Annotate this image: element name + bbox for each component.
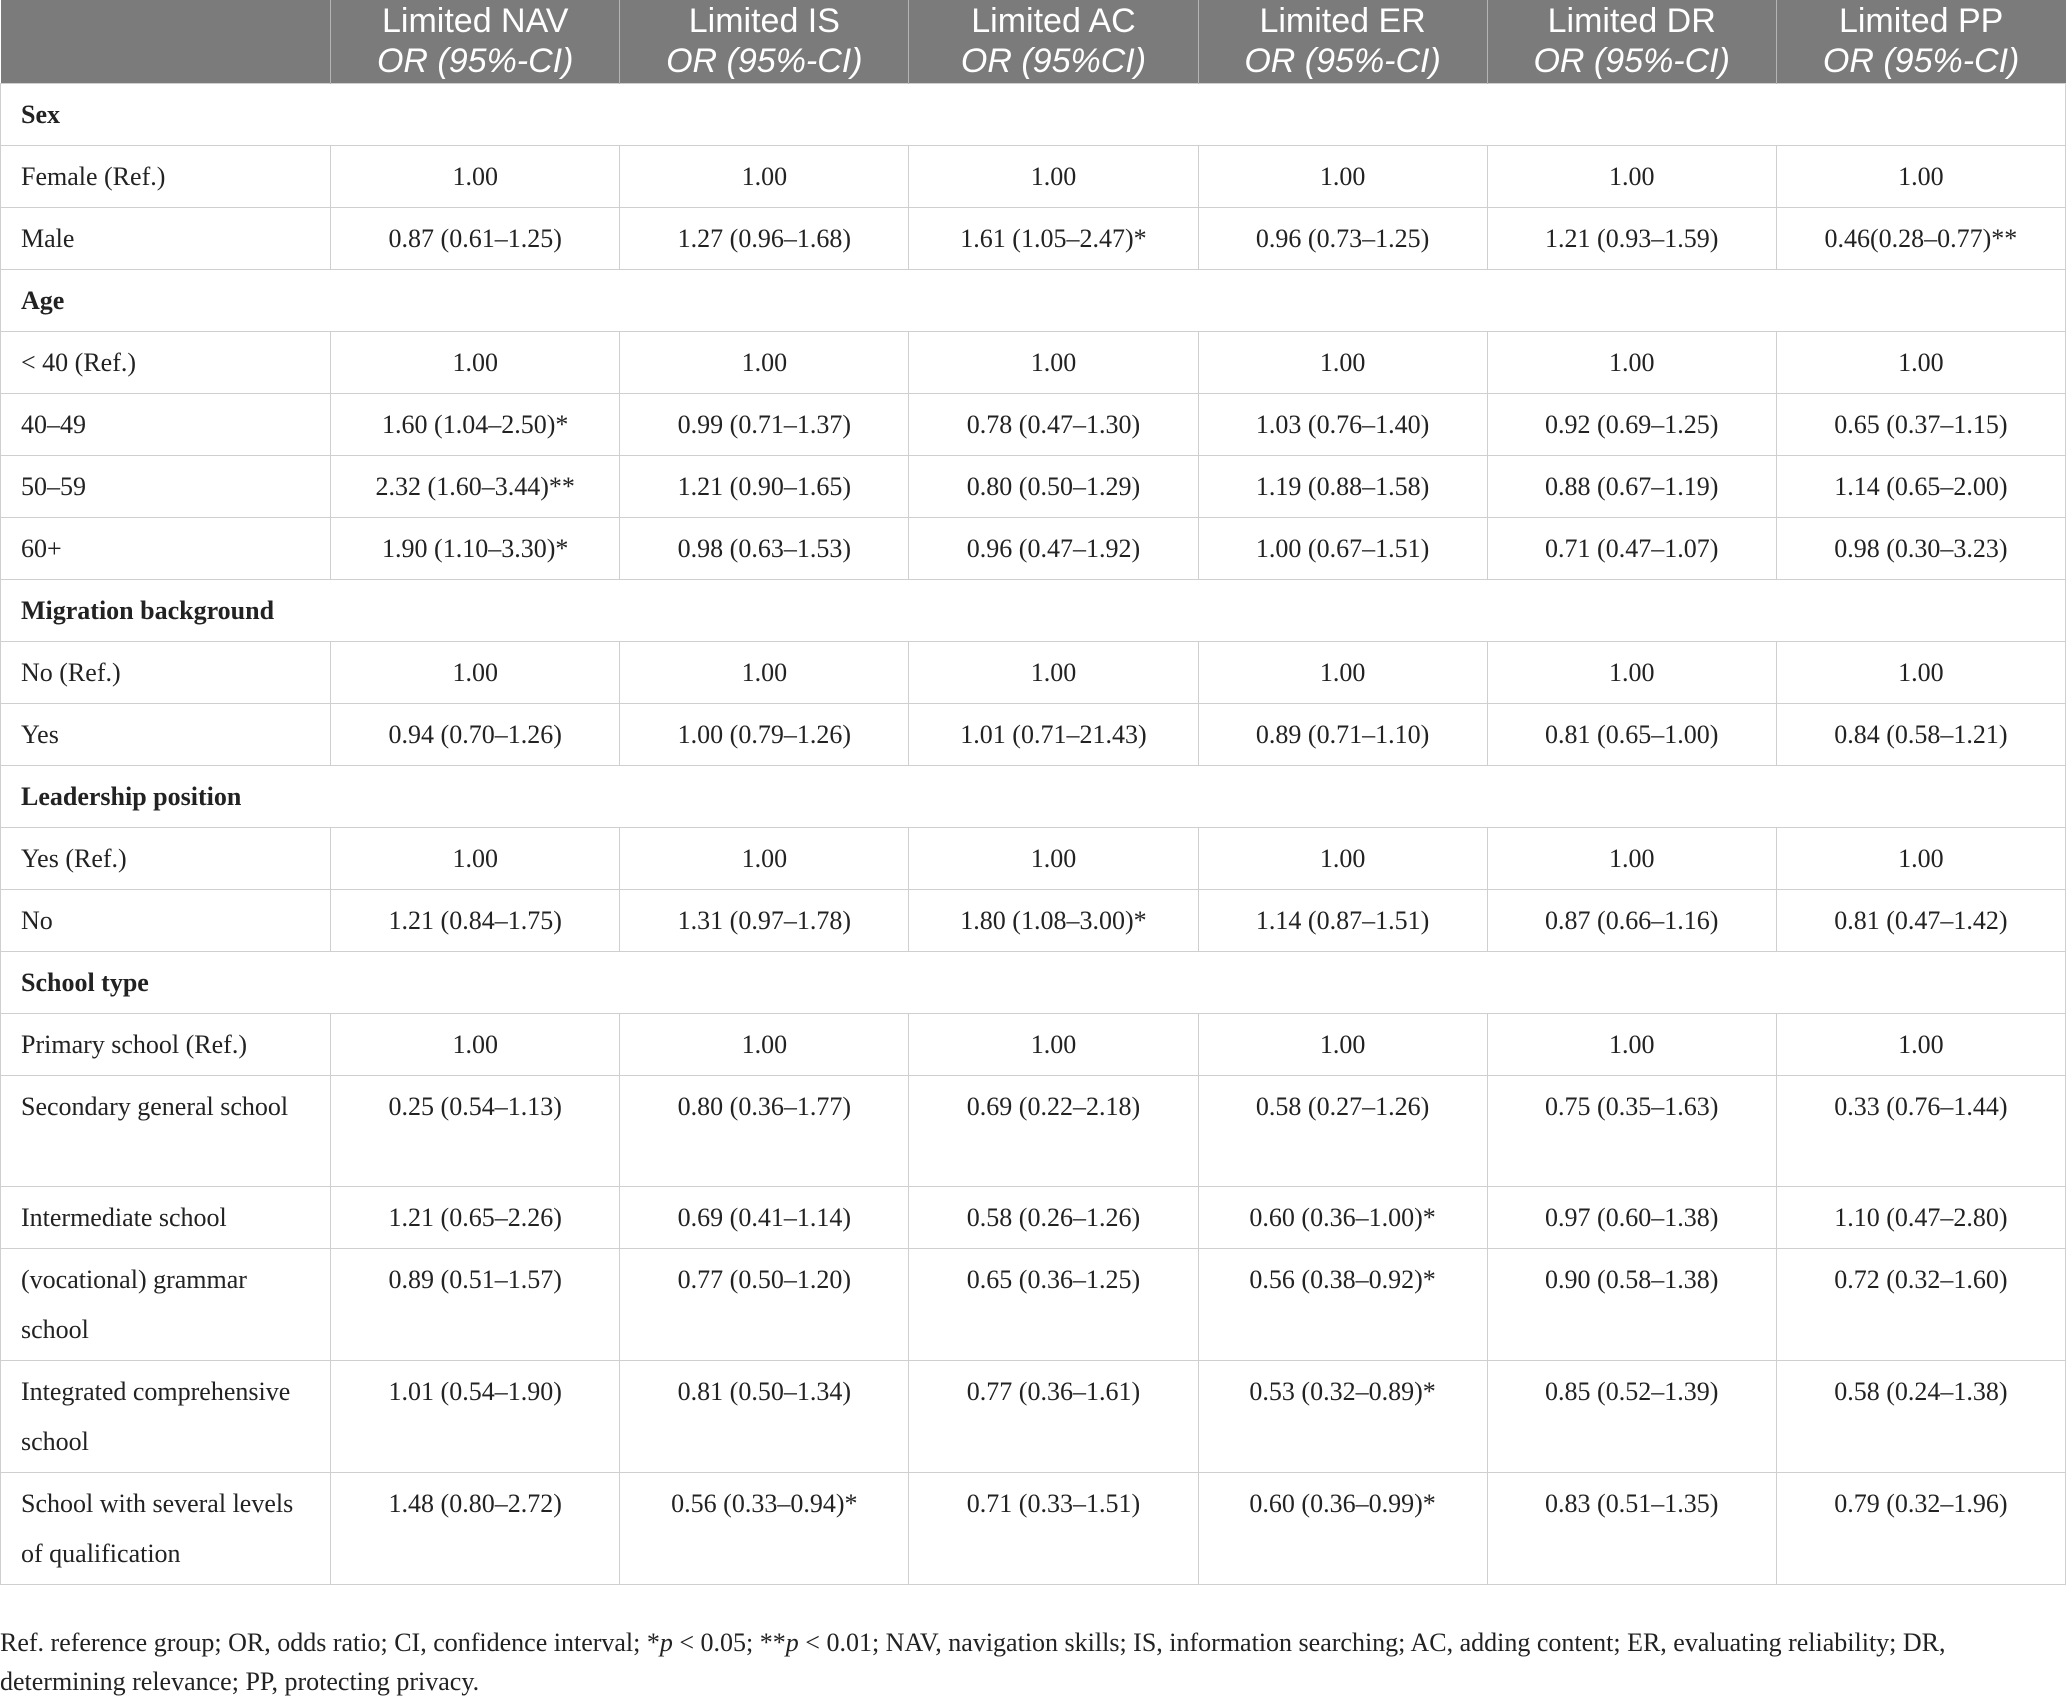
table-row [1,145,2066,207]
header-cell-nav [331,0,620,83]
section-title: Sex [1,83,2066,145]
or-value-cell: 1.00 [909,641,1198,703]
or-value-cell: 0.83 (0.51–1.35) [1487,1472,1776,1584]
or-value-cell: 0.60 (0.36–1.00)* [1198,1186,1487,1248]
or-value-cell: 1.00 (0.67–1.51) [1198,517,1487,579]
table-row [1,1013,2066,1075]
or-value-cell: 1.00 [1776,641,2065,703]
table-row [1,827,2066,889]
or-value-cell: 1.00 [1487,1013,1776,1075]
table-body [1,83,2066,1584]
header-cell-er [1198,0,1487,83]
or-value-cell: 1.14 (0.65–2.00) [1776,455,2065,517]
or-value-cell: 1.00 [909,827,1198,889]
or-value-cell: 1.01 (0.54–1.90) [331,1360,620,1472]
or-value-cell: 0.53 (0.32–0.89)* [1198,1360,1487,1472]
or-value-cell: 1.00 [1776,331,2065,393]
or-value-cell: 0.85 (0.52–1.39) [1487,1360,1776,1472]
or-value-cell: 0.99 (0.71–1.37) [620,393,909,455]
row-label: 50–59 [1,455,331,517]
or-value-cell: 0.56 (0.33–0.94)* [620,1472,909,1584]
or-value-cell: 1.00 [1198,827,1487,889]
header-cell-dr [1487,0,1776,83]
header-row [1,0,2066,83]
or-value-cell: 0.65 (0.37–1.15) [1776,393,2065,455]
or-value-cell: 1.00 (0.79–1.26) [620,703,909,765]
or-value-cell: 0.80 (0.36–1.77) [620,1075,909,1186]
or-value-cell: 0.96 (0.47–1.92) [909,517,1198,579]
or-value-cell: 1.00 [331,641,620,703]
or-value-cell: 1.60 (1.04–2.50)* [331,393,620,455]
or-value-cell: 0.87 (0.61–1.25) [331,207,620,269]
table-row [1,1472,2066,1584]
or-value-cell: 1.21 (0.65–2.26) [331,1186,620,1248]
table-row [1,517,2066,579]
section-header-row [1,269,2066,331]
table-row [1,889,2066,951]
row-label: Primary school (Ref.) [1,1013,331,1075]
or-value-cell: 1.21 (0.93–1.59) [1487,207,1776,269]
or-value-cell: 0.94 (0.70–1.26) [331,703,620,765]
or-value-cell: 0.69 (0.22–2.18) [909,1075,1198,1186]
or-value-cell: 1.00 [331,827,620,889]
table-row [1,1186,2066,1248]
or-value-cell: 1.21 (0.90–1.65) [620,455,909,517]
section-title: Leadership position [1,765,2066,827]
or-value-cell: 0.90 (0.58–1.38) [1487,1248,1776,1360]
or-value-cell: 0.98 (0.30–3.23) [1776,517,2065,579]
header-cell-is [620,0,909,83]
or-value-cell: 1.61 (1.05–2.47)* [909,207,1198,269]
or-value-cell: 0.56 (0.38–0.92)* [1198,1248,1487,1360]
or-value-cell: 1.00 [1776,1013,2065,1075]
or-value-cell: 0.79 (0.32–1.96) [1776,1472,2065,1584]
or-value-cell: 1.19 (0.88–1.58) [1198,455,1487,517]
or-value-cell: 0.75 (0.35–1.63) [1487,1075,1776,1186]
header-label: Limited DR [1547,2,1716,41]
or-value-cell: 1.00 [1776,145,2065,207]
header-label: Limited AC [971,2,1136,41]
table-footnote [0,1623,2050,1701]
header-sublabel: OR (95%-CI) [666,42,863,81]
table-row [1,1075,2066,1186]
row-label: 60+ [1,517,331,579]
section-header-row [1,951,2066,1013]
or-value-cell: 1.80 (1.08–3.00)* [909,889,1198,951]
or-value-cell: 0.33 (0.76–1.44) [1776,1075,2065,1186]
or-value-cell: 1.00 [1198,145,1487,207]
row-label: Female (Ref.) [1,145,331,207]
footnote-text: < 0.01; NAV, navigation skills; IS, information searching; AC, adding content; ER, evaluating reliability; DR, determining relevance; PP, protecting privacy. [0,1628,1946,1696]
or-value-cell: 1.00 [1487,641,1776,703]
or-value-cell: 0.88 (0.67–1.19) [1487,455,1776,517]
or-value-cell: 1.00 [1487,145,1776,207]
header-label: Limited NAV [382,2,569,41]
or-value-cell: 1.14 (0.87–1.51) [1198,889,1487,951]
row-label: (vocational) grammar school [1,1248,331,1360]
table-row [1,393,2066,455]
or-value-cell: 0.80 (0.50–1.29) [909,455,1198,517]
or-value-cell: 1.00 [620,145,909,207]
header-sublabel: OR (95%-CI) [376,42,574,81]
or-value-cell: 1.00 [620,1013,909,1075]
or-value-cell: 0.46(0.28–0.77)** [1776,207,2065,269]
or-value-cell: 1.00 [1776,827,2065,889]
or-value-cell: 1.00 [331,1013,620,1075]
header-cell-pp [1776,0,2065,83]
header-sublabel: OR (95%-CI) [1822,42,2020,81]
or-value-cell: 0.58 (0.24–1.38) [1776,1360,2065,1472]
or-value-cell: 1.21 (0.84–1.75) [331,889,620,951]
header-sublabel: OR (95%-CI) [1533,42,1730,81]
section-header-row [1,579,2066,641]
row-label: No [1,889,331,951]
table-header [1,0,2066,83]
row-label: Secondary general school [1,1075,331,1186]
or-value-cell: 1.03 (0.76–1.40) [1198,393,1487,455]
or-value-cell: 0.92 (0.69–1.25) [1487,393,1776,455]
or-value-cell: 1.00 [331,145,620,207]
or-value-cell: 1.00 [331,331,620,393]
or-value-cell: 1.00 [620,331,909,393]
or-value-cell: 1.01 (0.71–21.43) [909,703,1198,765]
header-label: Limited IS [688,2,840,41]
or-value-cell: 2.32 (1.60–3.44)** [331,455,620,517]
row-label: < 40 (Ref.) [1,331,331,393]
row-label: Yes (Ref.) [1,827,331,889]
or-value-cell: 0.58 (0.27–1.26) [1198,1075,1487,1186]
or-value-cell: 0.97 (0.60–1.38) [1487,1186,1776,1248]
section-header-row [1,83,2066,145]
or-value-cell: 0.84 (0.58–1.21) [1776,703,2065,765]
row-label: No (Ref.) [1,641,331,703]
or-value-cell: 0.78 (0.47–1.30) [909,393,1198,455]
row-label: Intermediate school [1,1186,331,1248]
or-value-cell: 0.58 (0.26–1.26) [909,1186,1198,1248]
row-label: 40–49 [1,393,331,455]
or-value-cell: 0.96 (0.73–1.25) [1198,207,1487,269]
or-value-cell: 1.90 (1.10–3.30)* [331,517,620,579]
table-row [1,1360,2066,1472]
or-value-cell: 0.77 (0.36–1.61) [909,1360,1198,1472]
or-value-cell: 0.72 (0.32–1.60) [1776,1248,2065,1360]
section-title: School type [1,951,2066,1013]
row-label: Yes [1,703,331,765]
or-value-cell: 0.60 (0.36–0.99)* [1198,1472,1487,1584]
table-row [1,455,2066,517]
table-row [1,331,2066,393]
or-value-cell: 1.48 (0.80–2.72) [331,1472,620,1584]
or-value-cell: 0.81 (0.65–1.00) [1487,703,1776,765]
or-value-cell: 1.00 [1487,331,1776,393]
header-sublabel: OR (95%-CI) [1244,42,1441,81]
table-row [1,207,2066,269]
or-value-cell: 0.71 (0.47–1.07) [1487,517,1776,579]
or-value-cell: 0.71 (0.33–1.51) [909,1472,1198,1584]
header-cell-ac [909,0,1198,83]
or-value-cell: 1.27 (0.96–1.68) [620,207,909,269]
header-sublabel: OR (95%CI) [960,42,1147,81]
header-cell-corner [1,0,331,83]
or-value-cell: 1.00 [1487,827,1776,889]
or-value-cell: 0.89 (0.51–1.57) [331,1248,620,1360]
row-label: Male [1,207,331,269]
row-label: School with several levels of qualification [1,1472,331,1584]
or-value-cell: 1.00 [620,641,909,703]
table-row [1,1248,2066,1360]
or-value-cell: 0.77 (0.50–1.20) [620,1248,909,1360]
or-value-cell: 1.10 (0.47–2.80) [1776,1186,2065,1248]
header-label: Limited ER [1259,2,1426,41]
header-label: Limited PP [1838,2,2004,41]
or-value-cell: 0.69 (0.41–1.14) [620,1186,909,1248]
or-value-cell: 1.00 [909,331,1198,393]
or-value-cell: 0.87 (0.66–1.16) [1487,889,1776,951]
section-header-row [1,765,2066,827]
or-value-cell: 1.00 [909,1013,1198,1075]
or-value-cell: 0.81 (0.47–1.42) [1776,889,2065,951]
row-label: Integrated comprehensive school [1,1360,331,1472]
footnote-text: < 0.05; ** [672,1628,786,1657]
section-title: Migration background [1,579,2066,641]
or-value-cell: 1.00 [909,145,1198,207]
or-value-cell: 1.00 [620,827,909,889]
or-value-cell: 1.31 (0.97–1.78) [620,889,909,951]
or-value-cell: 0.81 (0.50–1.34) [620,1360,909,1472]
or-value-cell: 0.98 (0.63–1.53) [620,517,909,579]
footnote-text: Ref. reference group; OR, odds ratio; CI, confidence interval; * [0,1628,660,1657]
or-value-cell: 1.00 [1198,641,1487,703]
or-value-cell: 0.89 (0.71–1.10) [1198,703,1487,765]
footnote-p-symbol: p [659,1628,673,1657]
table-row [1,641,2066,703]
or-value-cell: 1.00 [1198,1013,1487,1075]
or-value-cell: 0.65 (0.36–1.25) [909,1248,1198,1360]
table-row [1,703,2066,765]
section-title: Age [1,269,2066,331]
footnote-p-symbol: p [785,1628,799,1657]
or-value-cell: 1.00 [1198,331,1487,393]
or-value-cell: 0.25 (0.54–1.13) [331,1075,620,1186]
